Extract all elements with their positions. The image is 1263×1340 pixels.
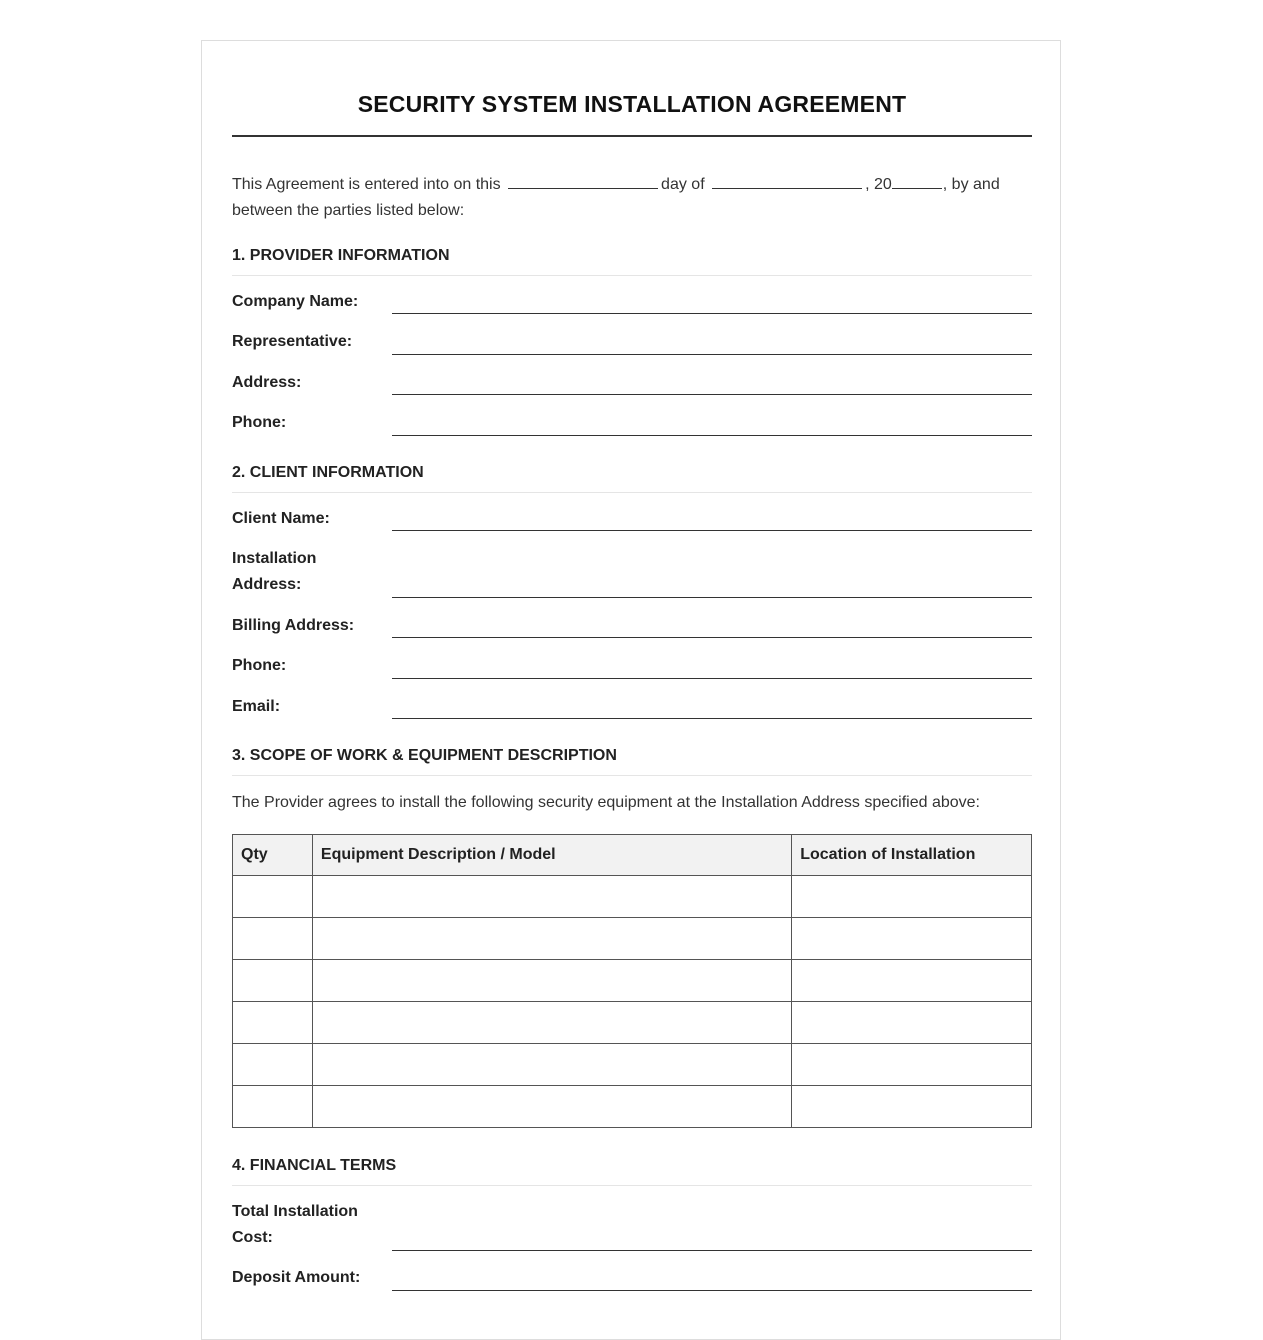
description-cell[interactable]: [312, 918, 791, 960]
field-label: Phone:: [232, 657, 287, 674]
table-row: [233, 1086, 1032, 1128]
table-header-row: [233, 835, 1032, 876]
location-cell[interactable]: [792, 960, 1032, 1002]
client-phone-input-line[interactable]: [392, 678, 1032, 679]
description-cell[interactable]: [312, 1044, 791, 1086]
representative-input-line[interactable]: [392, 354, 1032, 355]
client-email-input-line[interactable]: [392, 718, 1032, 719]
field-label: Total Installation Cost:: [232, 1203, 358, 1246]
field-label: Client Name:: [232, 510, 330, 527]
qty-cell[interactable]: [233, 1044, 313, 1086]
table-row: [233, 1044, 1032, 1086]
intro-paragraph: [232, 168, 1032, 224]
billing-address-input-line[interactable]: [392, 637, 1032, 638]
title-divider: [232, 135, 1032, 137]
table-row: [233, 876, 1032, 918]
table-row: [233, 960, 1032, 1002]
table-row: [233, 1002, 1032, 1044]
scope-description: The Provider agrees to install the following security equipment at the Installation Address specified above:: [232, 794, 980, 811]
deposit-amount-input-line[interactable]: [392, 1290, 1032, 1291]
description-cell[interactable]: [312, 1086, 791, 1128]
column-header-description: Equipment Description / Model: [312, 835, 791, 876]
description-cell[interactable]: [312, 1002, 791, 1044]
qty-cell[interactable]: [233, 876, 313, 918]
intro-text-1: This Agreement is entered into on this: [232, 176, 501, 193]
agreement-page: [201, 40, 1061, 1340]
intro-text-4: , by and between the parties listed below:: [232, 176, 1000, 219]
total-cost-input-line[interactable]: [392, 1250, 1032, 1251]
client-name-input-line[interactable]: [392, 530, 1032, 531]
description-cell[interactable]: [312, 960, 791, 1002]
description-cell[interactable]: [312, 876, 791, 918]
qty-cell[interactable]: [233, 1086, 313, 1128]
location-cell[interactable]: [792, 918, 1032, 960]
client-section-heading: 2. CLIENT INFORMATION: [232, 464, 1032, 493]
field-label: Installation Address:: [232, 550, 317, 593]
provider-address-input-line[interactable]: [392, 394, 1032, 395]
intro-text-3: , 20: [865, 176, 892, 193]
qty-cell[interactable]: [233, 1002, 313, 1044]
field-label: Email:: [232, 698, 281, 715]
intro-text-2: day of: [661, 176, 705, 193]
qty-cell[interactable]: [233, 918, 313, 960]
location-cell[interactable]: [792, 876, 1032, 918]
field-label: Billing Address:: [232, 617, 355, 634]
document-title: SECURITY SYSTEM INSTALLATION AGREEMENT: [357, 91, 907, 117]
provider-section-heading: 1. PROVIDER INFORMATION: [232, 247, 1032, 276]
field-label: Phone:: [232, 414, 287, 431]
equipment-table: [232, 834, 1032, 1128]
field-label: Representative:: [232, 333, 353, 350]
field-label: Deposit Amount:: [232, 1269, 361, 1286]
day-blank-field[interactable]: [508, 168, 658, 189]
month-blank-field[interactable]: [712, 168, 862, 189]
qty-cell[interactable]: [233, 960, 313, 1002]
field-label: Company Name:: [232, 293, 359, 310]
company-name-input-line[interactable]: [392, 313, 1032, 314]
location-cell[interactable]: [792, 1002, 1032, 1044]
provider-phone-input-line[interactable]: [392, 435, 1032, 436]
year-blank-field[interactable]: [892, 168, 942, 189]
scope-section-heading: 3. SCOPE OF WORK & EQUIPMENT DESCRIPTION: [232, 747, 1032, 776]
location-cell[interactable]: [792, 1086, 1032, 1128]
installation-address-input-line[interactable]: [392, 597, 1032, 598]
location-cell[interactable]: [792, 1044, 1032, 1086]
financial-section-heading: 4. FINANCIAL TERMS: [232, 1157, 1032, 1186]
column-header-qty: Qty: [233, 835, 313, 876]
table-row: [233, 918, 1032, 960]
column-header-location: Location of Installation: [792, 835, 1032, 876]
field-label: Address:: [232, 374, 302, 391]
